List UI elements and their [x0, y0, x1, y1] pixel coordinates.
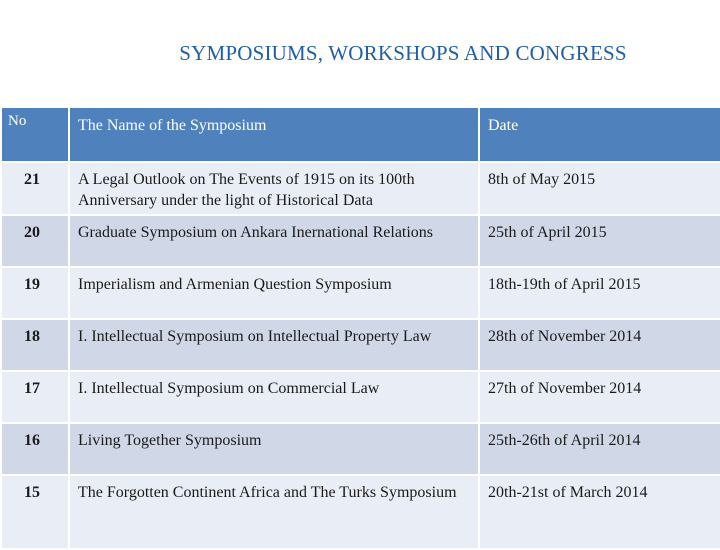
symposium-date: 18th-19th of April 2015	[479, 267, 720, 319]
symposium-date: 28th of November 2014	[479, 319, 720, 371]
table-row	[1, 423, 720, 475]
table-row	[1, 215, 720, 267]
symposium-date: 25th-26th of April 2014	[479, 423, 720, 475]
symposium-name: Living Together Symposium	[69, 423, 479, 475]
symposium-name: Imperialism and Armenian Question Symposium	[69, 267, 479, 319]
row-number: 21	[1, 162, 69, 215]
table-row	[1, 475, 720, 549]
symposium-date: 8th of May 2015	[479, 162, 720, 215]
symposium-name: I. Intellectual Symposium on Intellectual Property Law	[69, 319, 479, 371]
symposium-name: The Forgotten Continent Africa and The Turks Symposium	[69, 475, 479, 549]
symposium-date: 27th of November 2014	[479, 371, 720, 423]
symposium-name: I. Intellectual Symposium on Commercial Law	[69, 371, 479, 423]
row-number: 17	[1, 371, 69, 423]
table-header-row	[1, 107, 720, 162]
symposium-date: 20th-21st of March 2014	[479, 475, 720, 549]
symposium-name: Graduate Symposium on Ankara Inernational Relations	[69, 215, 479, 267]
row-number: 18	[1, 319, 69, 371]
symposium-table	[0, 106, 720, 550]
symposium-date: 25th of April 2015	[479, 215, 720, 267]
table-row	[1, 319, 720, 371]
table-row	[1, 371, 720, 423]
table-row	[1, 162, 720, 215]
row-number: 19	[1, 267, 69, 319]
column-header-name: The Name of the Symposium	[69, 107, 479, 162]
page-title: SYMPOSIUMS, WORKSHOPS AND CONGRESS	[179, 41, 627, 65]
row-number: 16	[1, 423, 69, 475]
column-header-no: No	[1, 107, 69, 162]
row-number: 15	[1, 475, 69, 549]
symposium-name: A Legal Outlook on The Events of 1915 on its 100th Anniversary under the light of Historical Data	[69, 162, 479, 215]
column-header-date: Date	[479, 107, 720, 162]
row-number: 20	[1, 215, 69, 267]
table-row	[1, 267, 720, 319]
